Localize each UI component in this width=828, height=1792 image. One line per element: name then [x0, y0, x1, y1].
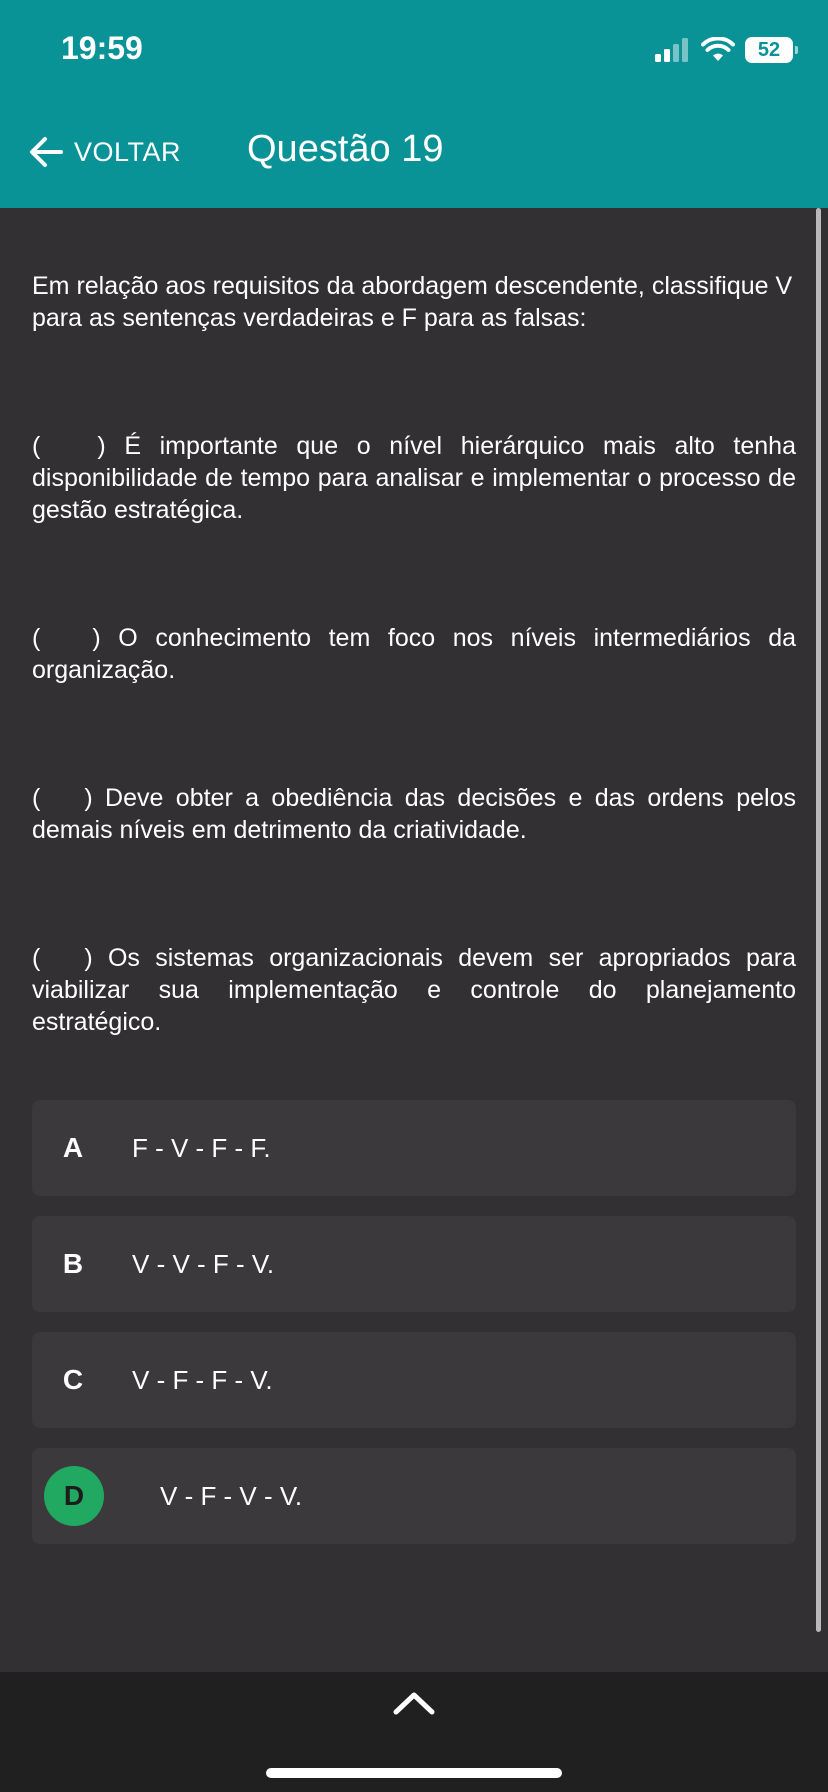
cellular-signal-icon	[655, 38, 691, 62]
back-button[interactable]	[28, 130, 181, 174]
scrollbar[interactable]	[816, 208, 821, 1632]
option-letter: B	[62, 1248, 84, 1279]
bottom-bar	[0, 1672, 828, 1792]
question-intro: Em relação aos requisitos da abordagem descendente, classifique V para as sentenças verdadeiras e F para as falsas:	[32, 272, 793, 332]
option-d-selected[interactable]	[32, 1448, 796, 1544]
statement-2	[32, 622, 796, 686]
statement-3	[32, 782, 796, 846]
option-text: V - V - F - V.	[132, 1249, 275, 1279]
selected-option-badge: D	[44, 1466, 104, 1526]
option-text: V - F - F - V.	[132, 1365, 273, 1395]
status-time: 19:59	[61, 30, 143, 66]
statement-text: O conhecimento tem foco nos níveis intermediários da organização.	[32, 624, 797, 684]
statement-text: Deve obter a obediência das decisões e das ordens pelos demais níveis em detrimento da criatividade.	[32, 784, 797, 844]
option-b[interactable]	[32, 1216, 796, 1312]
back-label: VOLTAR	[74, 136, 182, 167]
page-title: Questão 19	[247, 128, 444, 170]
statement-open-paren: (	[32, 432, 41, 460]
chevron-up-icon[interactable]	[393, 1690, 435, 1716]
question-content	[32, 270, 796, 1038]
statement-open-paren: (	[32, 944, 41, 972]
statement-open-paren: (	[32, 784, 41, 812]
status-icons	[655, 34, 793, 66]
wifi-icon	[701, 37, 735, 63]
home-indicator[interactable]	[266, 1768, 562, 1778]
option-letter: C	[62, 1364, 84, 1395]
option-c[interactable]	[32, 1332, 796, 1428]
answer-options	[32, 1100, 796, 1564]
arrow-left-icon	[28, 136, 64, 168]
statement-close-paren: )	[92, 624, 101, 652]
statement-1	[32, 430, 796, 526]
statement-text: É importante que o nível hierárquico mais alto tenha disponibilidade de tempo para analisar e implementar o processo de gestão estratégica.	[32, 432, 796, 524]
option-text: F - V - F - F.	[132, 1133, 271, 1163]
statement-text: Os sistemas organizacionais devem ser apropriados para viabilizar sua implementação e controle do planejamento estratégico.	[32, 944, 796, 1036]
battery-level: 52	[757, 38, 781, 61]
statement-open-paren: (	[32, 624, 41, 652]
option-text: V - F - V - V.	[160, 1481, 303, 1511]
statement-close-paren: )	[97, 432, 106, 460]
option-letter: A	[62, 1132, 84, 1163]
statement-close-paren: )	[84, 944, 93, 972]
statement-4	[32, 942, 796, 1038]
battery-icon	[745, 37, 793, 63]
app-header	[0, 0, 828, 208]
statement-close-paren: )	[84, 784, 93, 812]
option-a[interactable]	[32, 1100, 796, 1196]
